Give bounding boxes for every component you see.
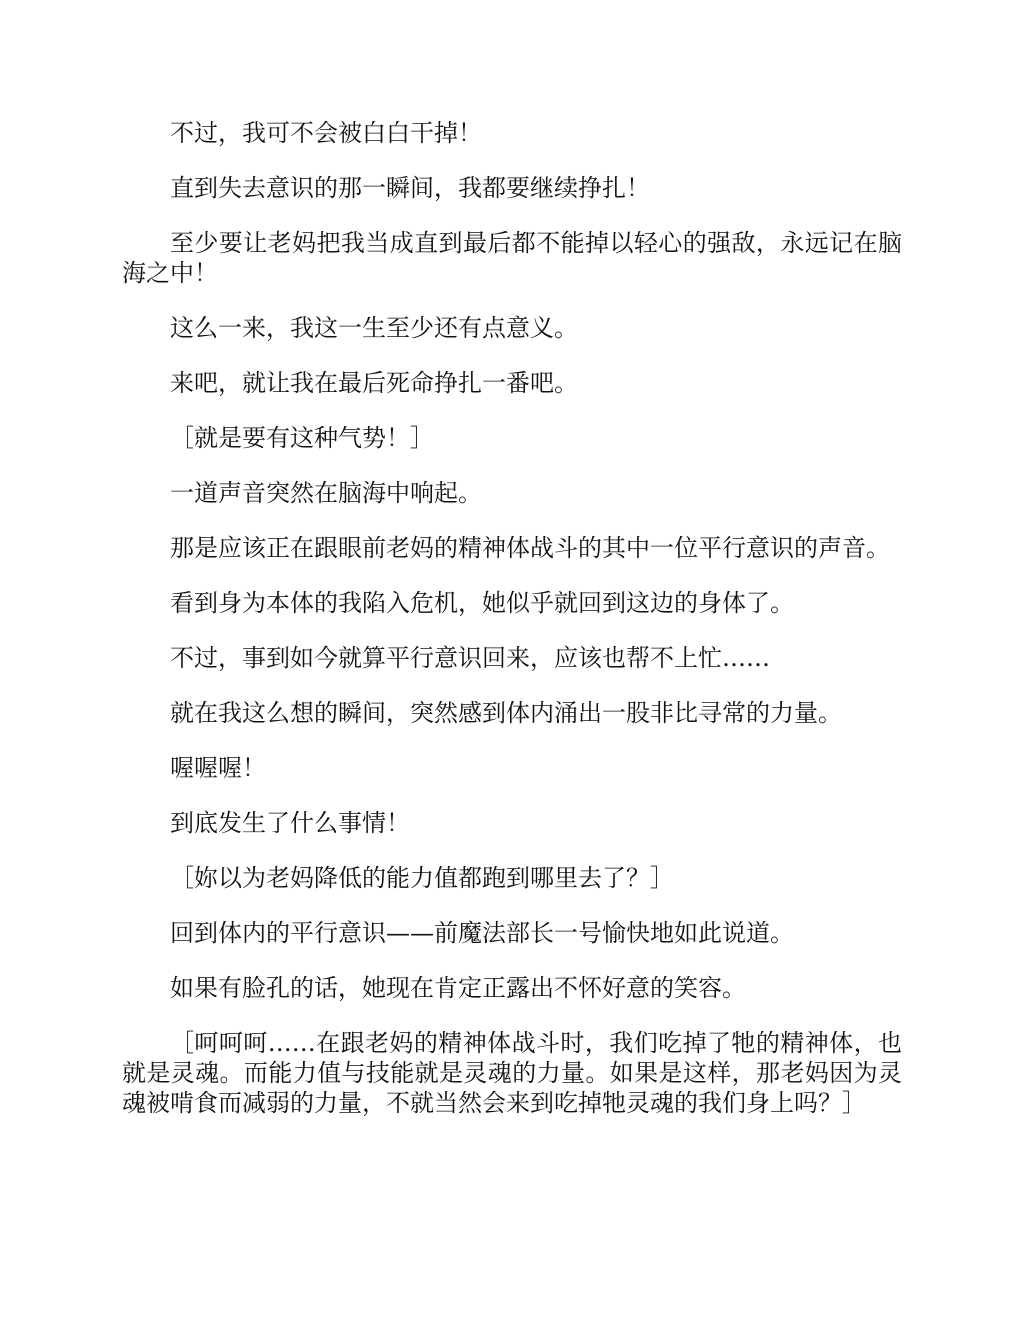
paragraph: ［呵呵呵……在跟老妈的精神体战斗时，我们吃掉了牠的精神体，也就是灵魂。而能力值与技能就是灵魂的力量。如果是这样，那老妈因为灵魂被啃食而减弱的力量，不就当然会来到吃掉牠灵魂的我们身上吗？］ [122, 1029, 902, 1117]
paragraph: ［就是要有这种气势！］ [170, 424, 434, 452]
paragraph: 这么一来，我这一生至少还有点意义。 [170, 314, 578, 342]
document-page [122, 118, 902, 1143]
paragraph: ［妳以为老妈降低的能力值都跑到哪里去了？］ [170, 864, 674, 892]
paragraph: 直到失去意识的那一瞬间，我都要继续挣扎！ [170, 174, 650, 202]
paragraph: 至少要让老妈把我当成直到最后都不能掉以轻心的强敌，永远记在脑海之中！ [122, 229, 902, 287]
paragraph: 喔喔喔！ [170, 754, 266, 782]
paragraph: 一道声音突然在脑海中响起。 [170, 479, 482, 507]
paragraph: 不过，我可不会被白白干掉！ [170, 119, 482, 147]
paragraph: 回到体内的平行意识——前魔法部长一号愉快地如此说道。 [170, 919, 794, 947]
paragraph: 不过，事到如今就算平行意识回来，应该也帮不上忙…… [170, 644, 770, 672]
paragraph: 那是应该正在跟眼前老妈的精神体战斗的其中一位平行意识的声音。 [170, 534, 890, 562]
paragraph: 到底发生了什么事情！ [170, 809, 410, 837]
paragraph: 看到身为本体的我陷入危机，她似乎就回到这边的身体了。 [170, 589, 794, 617]
paragraph: 来吧，就让我在最后死命挣扎一番吧。 [170, 369, 578, 397]
paragraph: 如果有脸孔的话，她现在肯定正露出不怀好意的笑容。 [170, 974, 746, 1002]
paragraph: 就在我这么想的瞬间，突然感到体内涌出一股非比寻常的力量。 [170, 699, 842, 727]
